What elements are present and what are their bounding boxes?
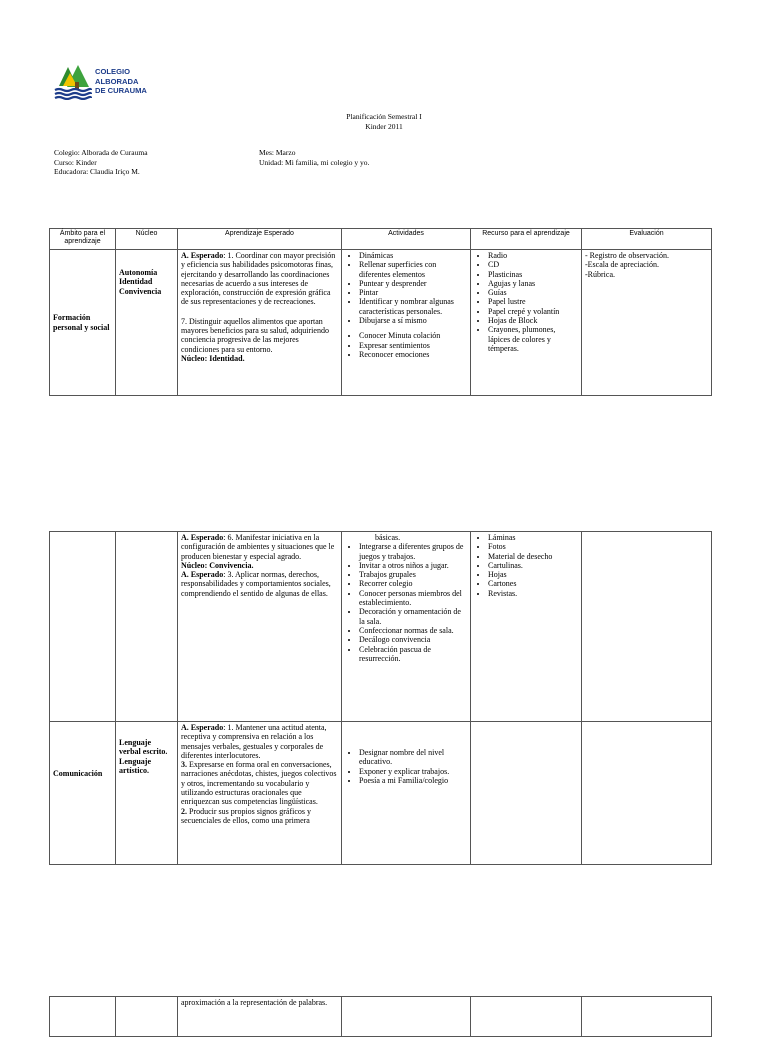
ae-text: : 1. Coordinar con mayor precisión y eficiencia sus habilidades psicomotoras finas, ejercitando y desarrollando las coordinaciones necesarias de acuerdo a sus intereses de exploración, construcción de expresión gráfica de sus representaciones y de recreaciones.: [181, 251, 336, 307]
cell-ambito: [50, 532, 116, 722]
actividades-continuation: básicas.: [375, 533, 401, 542]
nucleo-item: Autonomía: [119, 268, 158, 277]
ae-text: Expresarse en forma oral en conversaciones, narraciones anécdotas, chistes, juegos colectivos y otros, incrementando su vocabulario y utilizando estructuras oracionales que enriquezcan sus competencias lingüísticas.: [181, 760, 337, 807]
aprendizaje-1: [181, 251, 338, 307]
list-item: • Conocer personas miembros del establecimiento.: [359, 589, 467, 608]
meta-unidad: Unidad: Mi familia, mi colegio y yo.: [259, 157, 370, 167]
planning-table-2: [49, 531, 712, 865]
table-row-continuation: [50, 997, 712, 1037]
list-item: • Cartulinas.: [488, 561, 578, 570]
meta-curso: Curso: Kinder: [54, 157, 97, 167]
list-item: • Decálogo convivencia: [359, 635, 467, 644]
list-item: • Dibujarse a sí mismo: [359, 316, 467, 325]
nucleo-value: : Identidad.: [204, 353, 245, 363]
list-item: • Láminas: [488, 533, 578, 542]
ae-number: 3.: [181, 760, 187, 770]
list-item: • Papel crepé y volantín: [488, 307, 578, 316]
actividades-list: [345, 331, 467, 359]
ae-text: : 3. Aplicar normas, derechos, responsabilidades y comportamientos sociales, comprendiendo el sentido de algunas de ellas.: [181, 570, 331, 598]
ae-label: A. Esperado: [181, 533, 224, 542]
cell-recursos: [471, 250, 582, 396]
school-logo: [54, 64, 164, 100]
header-evaluacion: Evaluación: [582, 229, 712, 250]
evaluacion-item: - Registro de observación.: [585, 251, 669, 260]
meta-left: [54, 148, 148, 177]
cell-ambito: [50, 722, 116, 865]
header-ambito: Ámbito para el aprendizaje: [50, 229, 116, 250]
cell-aprendizaje: aproximación a la representación de palabras.: [178, 997, 342, 1037]
list-item: • Fotos: [488, 542, 578, 551]
nucleo-item: Lenguaje verbal escrito.: [119, 738, 168, 757]
logo-text: [95, 67, 147, 96]
nucleo-label: Núcleo: [181, 560, 205, 570]
list-item: • Identificar y nombrar algunas características personales.: [359, 297, 467, 316]
list-item: • Cartones: [488, 579, 578, 588]
actividades-list: [345, 542, 467, 663]
ae-number: 2.: [181, 806, 187, 816]
cell-nucleo: [116, 997, 178, 1037]
list-item: • Poesía a mi Familia/colegio: [359, 776, 467, 785]
list-item: • Trabajos grupales: [359, 570, 467, 579]
header-aprendizaje: Aprendizaje Esperado: [178, 229, 342, 250]
tree-logo-icon: [54, 64, 92, 100]
list-item: • Integrarse a diferentes grupos de juegos y trabajos.: [359, 542, 467, 561]
logo-line-2: ALBORADA: [95, 76, 139, 86]
nucleo-label: Núcleo: [181, 353, 205, 363]
list-item: • Confeccionar normas de sala.: [359, 626, 467, 635]
list-item: • Exponer y explicar trabajos.: [359, 767, 467, 776]
ambito-text: Comunicación: [53, 768, 103, 778]
ambito-text: Formación personal y social: [53, 313, 110, 332]
document-title: [0, 112, 768, 131]
actividades-list: [345, 748, 467, 785]
list-item: • Expresar sentimientos: [359, 341, 467, 350]
list-item: • Radio: [488, 251, 578, 260]
cell-aprendizaje: [178, 532, 342, 722]
list-item: • Plasticinas: [488, 270, 578, 279]
cell-evaluacion: [582, 997, 712, 1037]
ae-text: : 6. Manifestar iniciativa en la configuración de ambientes y situaciones que le producen bienestar y especial agrado.: [181, 533, 335, 561]
table-header-row: [50, 229, 712, 250]
meta-educadora: Educadora: Claudia Iriço M.: [54, 167, 140, 176]
nucleo-item: Identidad: [119, 277, 153, 287]
cell-ambito: [50, 250, 116, 396]
aprendizaje-2: [181, 807, 338, 826]
list-item: • Agujas y lanas: [488, 279, 578, 288]
table-row-formacion: [50, 250, 712, 396]
meta-right: [259, 148, 369, 167]
list-item: • Hojas de Block: [488, 316, 578, 325]
title-line-2: Kinder 2011: [365, 121, 403, 131]
table-row-comunicacion: [50, 722, 712, 865]
list-item: • Rellenar superficies con diferentes elementos: [359, 260, 467, 279]
cell-ambito: [50, 997, 116, 1037]
list-item: • Puntear y desprender: [359, 279, 467, 288]
nucleo-item: Convivencia: [119, 286, 162, 296]
ae-label: A. Esperado: [181, 570, 224, 580]
cell-aprendizaje: [178, 250, 342, 396]
list-item: • Papel lustre: [488, 297, 578, 306]
list-item: • Crayones, plumones, lápices de colores y témperas.: [488, 325, 578, 353]
cell-actividades: [342, 250, 471, 396]
cell-evaluacion: [582, 722, 712, 865]
cell-actividades: [342, 997, 471, 1037]
list-item: • Hojas: [488, 570, 578, 579]
header-nucleo: Núcleo: [116, 229, 178, 250]
ae-label: A. Esperado: [181, 251, 224, 260]
logo-line-1: COLEGIO: [95, 67, 131, 76]
cell-nucleo: [116, 532, 178, 722]
list-item: • Invitar a otros niños a jugar.: [359, 561, 467, 570]
aprendizaje-3: [181, 570, 338, 598]
nucleo-value: : Convivencia.: [204, 560, 254, 570]
list-item: • Guías: [488, 288, 578, 297]
aprendizaje-1: [181, 723, 338, 760]
aprendizaje-6: [181, 533, 338, 570]
nucleo-item: Lenguaje artístico.: [119, 756, 151, 775]
aprendizaje-3: [181, 760, 338, 806]
list-item: • Decoración y ornamentación de la sala.: [359, 607, 467, 626]
title-line-1: Planificación Semestral I: [346, 112, 422, 121]
table-row-convivencia: [50, 532, 712, 722]
header-actividades: Actividades: [342, 229, 471, 250]
list-item: • Pintar: [359, 288, 467, 297]
ae-text: : 1. Mantener una actitud atenta, receptiva y comprensiva en relación a los mensajes verbales, gestuales y corporales de diferentes interlocutores.: [181, 723, 327, 760]
ae-text: 7. Distinguir aquellos alimentos que aportan mayores beneficios para su salud, adquiriendo conciencia progresiva de las mejores condiciones para su entorno.: [181, 316, 329, 354]
logo-line-3: DE CURAUMA: [95, 86, 147, 96]
cell-evaluacion: [582, 532, 712, 722]
list-item: • Dinámicas: [359, 251, 467, 260]
list-item: • Revistas.: [488, 589, 578, 598]
list-item: • Material de desecho: [488, 552, 578, 561]
cell-aprendizaje: [178, 722, 342, 865]
evaluacion-item: -Rúbrica.: [585, 269, 615, 279]
list-item: • Designar nombre del nivel educativo.: [359, 748, 467, 767]
cell-actividades: [342, 722, 471, 865]
meta-colegio: Colegio: Alborada de Curauma: [54, 148, 148, 157]
list-item: • Conocer Minuta colación: [359, 331, 467, 340]
list-item: • CD: [488, 260, 578, 269]
meta-mes: Mes: Marzo: [259, 148, 296, 157]
recursos-list: [474, 533, 578, 598]
list-item: • Celebración pascua de resurrección.: [359, 645, 467, 664]
planning-table-3: [49, 996, 712, 1037]
ae-text: Producir sus propios signos gráficos y secuenciales de ellos, como una primera: [181, 806, 311, 825]
cell-recursos: [471, 532, 582, 722]
evaluacion-item: -Escala de apreciación.: [585, 260, 659, 270]
cell-nucleo: [116, 250, 178, 396]
ae-label: A. Esperado: [181, 723, 224, 732]
planning-table-1: [49, 228, 712, 396]
cell-actividades: [342, 532, 471, 722]
cell-recursos: [471, 997, 582, 1037]
cell-recursos: [471, 722, 582, 865]
cell-nucleo: [116, 722, 178, 865]
aprendizaje-7: [181, 317, 338, 363]
cell-evaluacion: [582, 250, 712, 396]
recursos-list: [474, 251, 578, 353]
list-item: • Reconocer emociones: [359, 350, 467, 359]
header-recursos: Recurso para el aprendizaje: [471, 229, 582, 250]
actividades-list: [345, 251, 467, 325]
list-item: • Recorrer colegio: [359, 579, 467, 588]
